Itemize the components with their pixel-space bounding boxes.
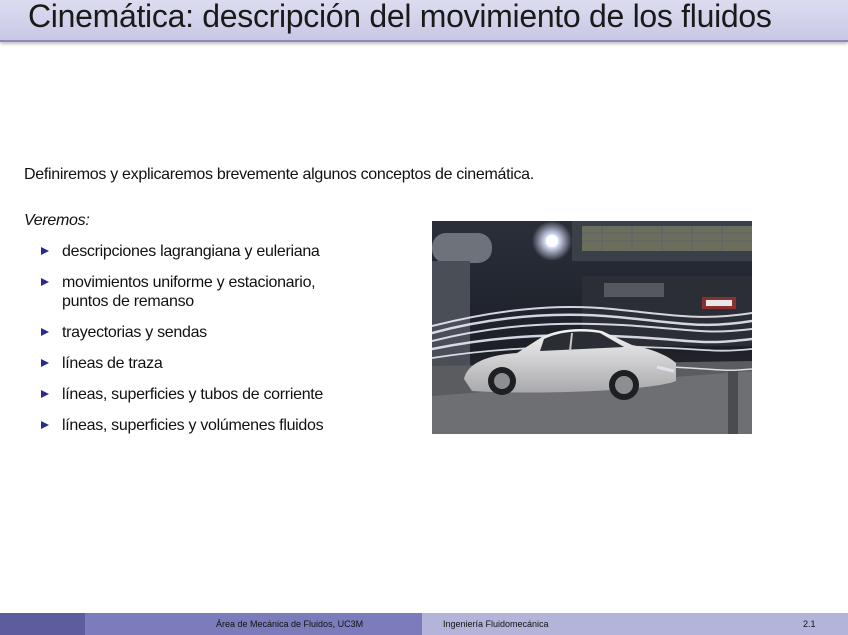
bullet-icon [40,327,50,337]
list-item [38,354,398,373]
list-item-text-cont: puntos de remanso [62,293,194,310]
list-item-text: líneas de traza [62,355,163,372]
list-item [38,242,398,261]
list-item-text: descripciones lagrangiana y euleriana [62,243,320,260]
footer-course: Ingeniería Fluidomecánica [443,619,549,629]
intro-text: Definiremos y explicaremos brevemente algunos conceptos de cinemática. [24,166,534,183]
footer-page-number: 2.1 [803,619,816,629]
list-item [38,416,398,435]
list-item-text: trayectorias y sendas [62,324,207,341]
list-item [38,385,398,404]
veremos-label: Veremos: [24,212,90,229]
list-item [38,273,398,311]
topic-list [38,242,398,447]
bullet-icon [40,277,50,287]
title-bar [0,0,848,42]
list-item-text: líneas, superficies y tubos de corriente [62,386,324,403]
bullet-icon [40,246,50,256]
bullet-icon [40,389,50,399]
list-item-text: movimientos uniforme y estacionario, [62,274,316,291]
bullet-icon [40,420,50,430]
slide-title: Cinemática: descripción del movimiento de los fluidos [28,0,772,34]
wind-tunnel-car-photo [432,221,752,434]
bullet-icon [40,358,50,368]
footer-institution: Área de Mecánica de Fluidos, UC3M [216,619,364,629]
list-item [38,323,398,342]
footer-segment-dark [0,613,85,635]
footer-bar [0,613,848,635]
list-item-text: líneas, superficies y volúmenes fluidos [62,417,324,434]
wind-tunnel-illustration [432,221,752,434]
